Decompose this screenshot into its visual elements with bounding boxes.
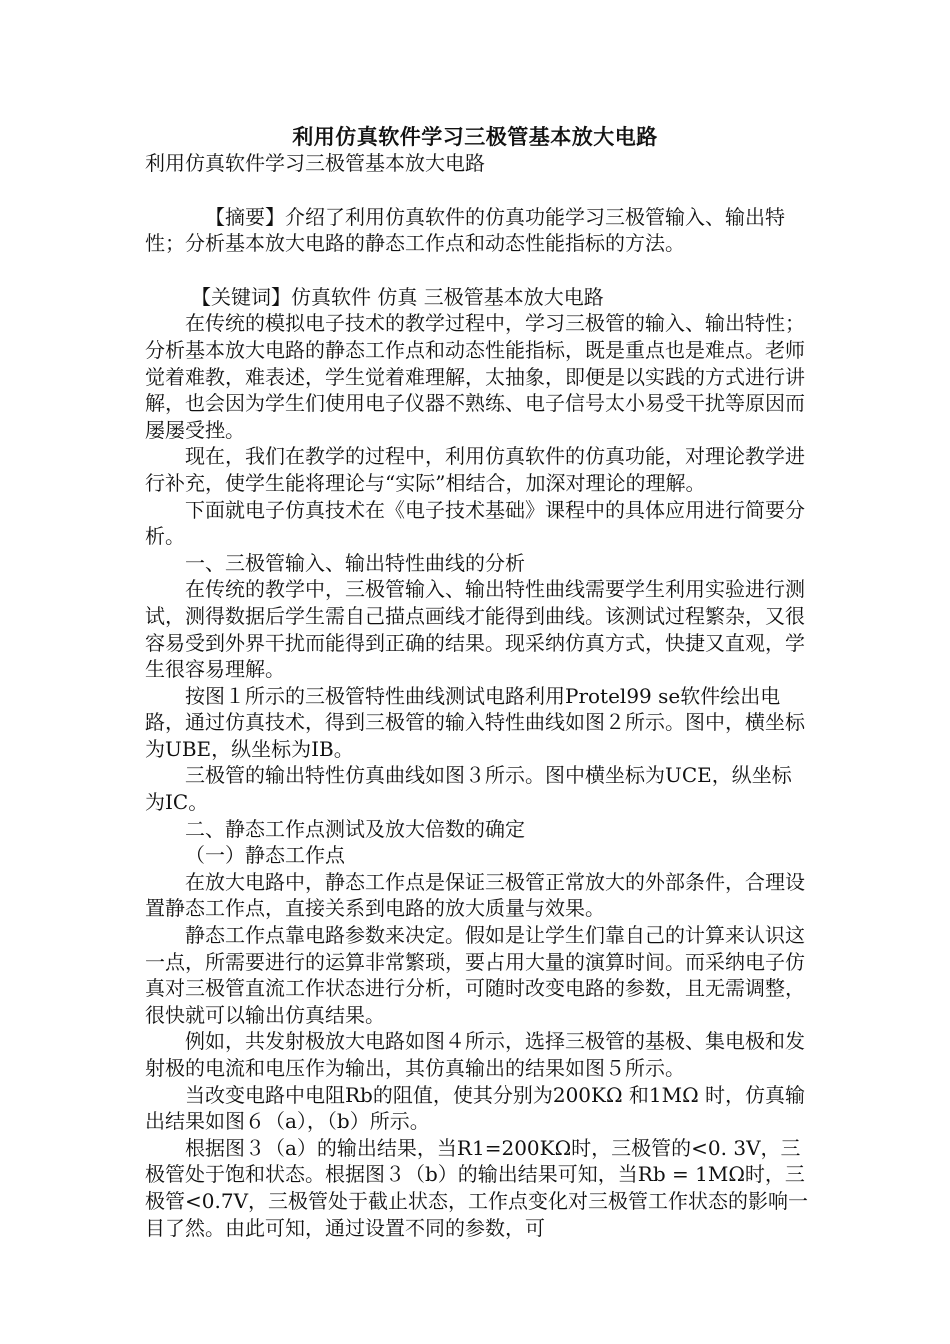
body-paragraph: 例如，共发射极放大电路如图４所示，选择三极管的基极、集电极和发射极的电流和电压作为输出，其仿真输出的结果如图５所示。 (145, 1029, 805, 1080)
body-paragraph: 根据图３（a）的输出结果，当R1=200KΩ时，三极管的<0. 3V，三极管处于饱和状态。根据图３（b）的输出结果可知，当Rb = 1MΩ时，三极管<0.7V，三极管处于截止状态，工作点变化对三极管工作状态的影响一目了然。由此可知，通过设置不同的参数，可 (145, 1135, 809, 1240)
document-body (145, 150, 810, 1241)
body-paragraph: 三极管的输出特性仿真曲线如图３所示。图中横坐标为UCE，纵坐标为IC。 (145, 763, 792, 815)
document-subtitle: 利用仿真软件学习三极管基本放大电路 (145, 151, 485, 175)
body-paragraph: 在传统的教学中，三极管输入、输出特性曲线需要学生利用实验进行测试，测得数据后学生需自己描点画线才能得到曲线。该测试过程繁杂，又很容易受到外界干扰而能得到正确的结果。现采纳仿真方式，快捷又直观，学生很容易理解。 (145, 577, 805, 682)
section-heading: 一、三极管输入、输出特性曲线的分析 (185, 550, 525, 575)
body-paragraph: 下面就电子仿真技术在《电子技术基础》课程中的具体应用进行简要分析。 (145, 497, 805, 549)
keywords-line: 【关键词】仿真软件 仿真 三极管基本放大电路 (191, 284, 604, 309)
body-paragraph: 当改变电路中电阻Rb的阻值，使其分别为200KΩ 和1MΩ 时，仿真输出结果如图６（a），（b）所示。 (145, 1082, 806, 1134)
body-paragraph: 在放大电路中，静态工作点是保证三极管正常放大的外部条件，合理设置静态工作点，直接关系到电路的放大质量与效果。 (145, 869, 805, 921)
subsection-heading: （一）静态工作点 (185, 843, 345, 868)
blank-line (145, 177, 810, 204)
body-paragraph: 按图１所示的三极管特性曲线测试电路利用Protel99 se软件绘出电路，通过仿真技术，得到三极管的输入特性曲线如图２所示。图中，横坐标为UBE，纵坐标为IB。 (145, 683, 805, 761)
abstract-paragraph: 【摘要】介绍了利用仿真软件的仿真功能学习三极管输入、输出特性；分析基本放大电路的静态工作点和动态性能指标的方法。 (145, 204, 785, 256)
body-paragraph: 现在，我们在教学的过程中，利用仿真软件的仿真功能，对理论教学进行补充，使学生能将理论与“实际”相结合，加深对理论的理解。 (145, 444, 805, 495)
blank-line (145, 257, 810, 284)
section-heading: 二、静态工作点测试及放大倍数的确定 (185, 816, 525, 841)
body-paragraph: 静态工作点靠电路参数来决定。假如是让学生们靠自己的计算来认识这一点，所需要进行的运算非常繁琐，要占用大量的演算时间。而采纳电子仿真对三极管直流工作状态进行分析，可随时改变电路的参数，且无需调整，很快就可以输出仿真结果。 (145, 923, 805, 1027)
body-paragraph: 在传统的模拟电子技术的教学过程中，学习三极管的输入、输出特性；分析基本放大电路的静态工作点和动态性能指标，既是重点也是难点。老师觉着难教，难表述，学生觉着难理解，太抽象，即便是以实践的方式进行讲解，也会因为学生们使用电子仪器不熟练、电子信号太小易受干扰等原因而屡屡受挫。 (145, 311, 805, 442)
document-title: 利用仿真软件学习三极管基本放大电路 (292, 124, 658, 149)
